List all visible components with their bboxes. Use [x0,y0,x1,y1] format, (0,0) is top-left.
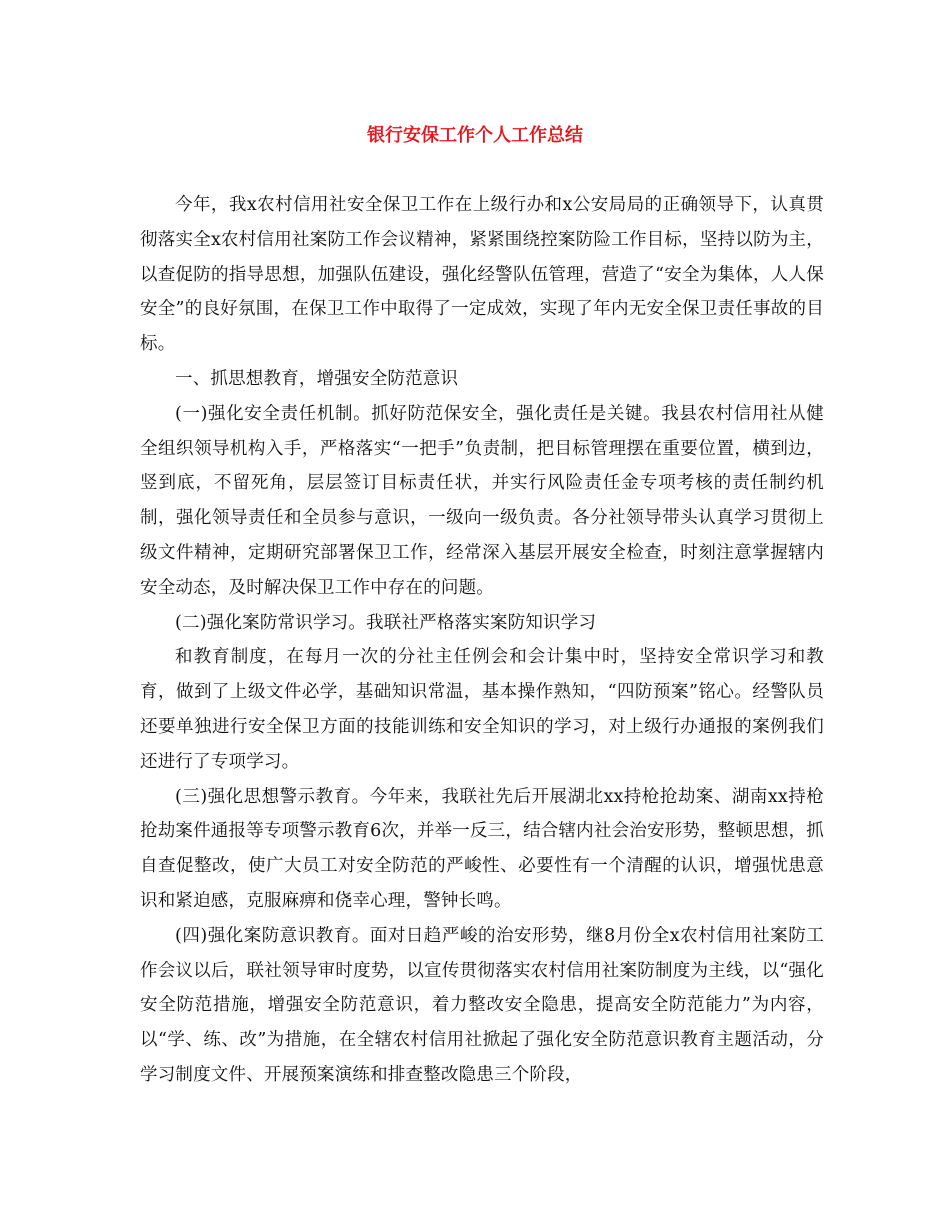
document-body [140,188,824,1093]
paragraph-item-1: (一)强化安全责任机制。抓好防范保安全，强化责任是关键。我县农村信用社从健全组织领导机构入手，严格落实“一把手”负责制，把目标管理摆在重要位置，横到边，竖到底，不留死角，层层签订目标责任状，并实行风险责任金专项考核的责任制约机制，强化领导责任和全员参与意识，一级向一级负责。各分社领导带头认真学习贯彻上级文件精神，定期研究部署保卫工作，经常深入基层开展安全检查，时刻注意掌握辖内安全动态，及时解决保卫工作中存在的问题。 [140,403,824,598]
paragraph-intro: 今年，我x农村信用社安全保卫工作在上级行办和x公安局局的正确领导下，认真贯彻落实全x农村信用社案防工作会议精神，紧紧围绕控案防险工作目标，坚持以防为主，以查促防的指导思想，加强队伍建设，强化经警队伍管理，营造了“安全为集体，人人保安全”的良好氛围，在保卫工作中取得了一定成效，实现了年内无安全保卫责任事故的目标。 [140,195,824,355]
document-title: 银行安保工作个人工作总结 [367,125,583,146]
paragraph-item-2-body: 和教育制度，在每月一次的分社主任例会和会计集中时，坚持安全常识学习和教育，做到了上级文件必学，基础知识常温，基本操作熟知，“四防预案”铭心。经警队员还要单独进行安全保卫方面的技能训练和安全知识的学习，对上级行办通报的案例我们还进行了专项学习。 [140,647,824,772]
section-heading-1: 一、抓思想教育，增强安全防范意识 [175,368,459,389]
paragraph-item-2-heading: (二)强化案防常识学习。我联社严格落实案防知识学习 [175,612,597,633]
paragraph-item-3: (三)强化思想警示教育。今年来，我联社先后开展湖北xx持枪抢劫案、湖南xx持枪抢劫案件通报等专项警示教育6次，并举一反三，结合辖内社会治安形势，整顿思想，抓自查促整改，使广大员工对安全防范的严峻性、必要性有一个清醒的认识，增强忧患意识和紧迫感，克服麻痹和侥幸心理，警钟长鸣。 [140,786,824,911]
paragraph-item-4: (四)强化案防意识教育。面对日趋严峻的治安形势，继8月份全x农村信用社案防工作会议以后，联社领导审时度势，以宣传贯彻落实农村信用社案防制度为主线，以“强化安全防范措施，增强安全防范意识，着力整改安全隐患，提高安全防范能力”为内容，以“学、练、改”为措施，在全辖农村信用社掀起了强化安全防范意识教育主题活动，分学习制度文件、开展预案演练和排查整改隐患三个阶段， [140,925,824,1085]
